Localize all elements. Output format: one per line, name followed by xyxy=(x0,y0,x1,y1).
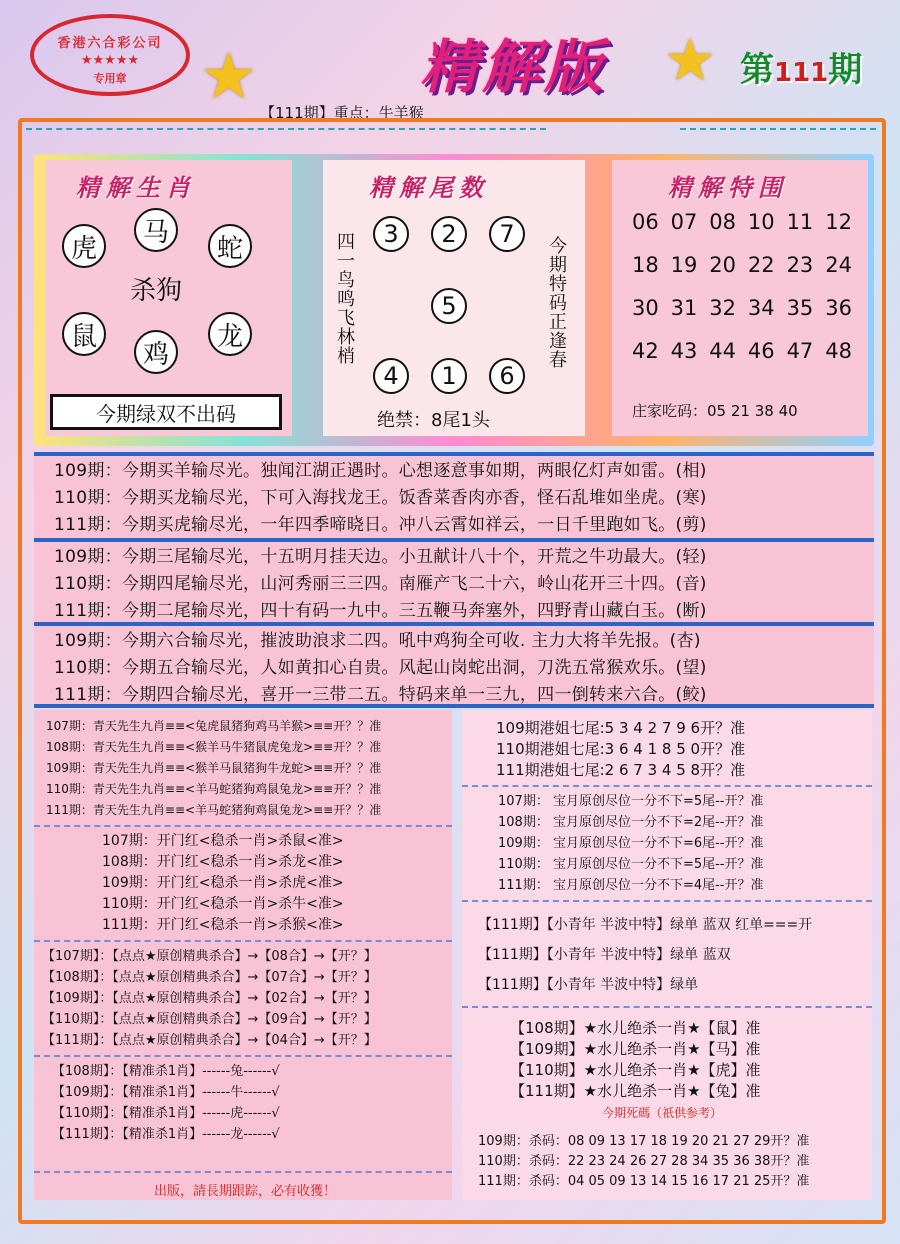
wave-list xyxy=(462,906,872,1000)
seal-sub: 专用章 xyxy=(93,72,127,85)
special-number: 34 xyxy=(747,296,775,320)
special-number: 19 xyxy=(670,253,698,277)
footer-note: 出版，請長期跟踪，必有收獲！ xyxy=(154,1184,337,1199)
poem-line: 109期：今期买羊输尽光。独闻江湖正遇时。心想逐意事如期，两眼亿灯声如雷。(相) xyxy=(54,461,707,481)
special-number: 24 xyxy=(825,253,852,277)
kill-he-list xyxy=(34,946,452,1051)
nine-zodiac-line: 111期：青天先生九肖≡≡<羊马蛇猪狗鸡鼠兔龙>≡≡开？？准 xyxy=(46,803,382,817)
zodiac-animal: 虎 xyxy=(62,224,106,268)
special-number: 32 xyxy=(709,296,737,320)
company-seal xyxy=(30,14,190,96)
special-number: 47 xyxy=(786,339,814,363)
poem-line: 111期：今期四合输尽光，喜开一三带二五。特码来单一三九，四一倒转来六合。(鲛) xyxy=(54,685,707,705)
divider xyxy=(34,825,452,827)
precise-kill-line: 【108期】：【精准杀1肖】------兔------√ xyxy=(52,1064,280,1079)
kill-one-line: 110期：开门红<稳杀一肖>杀牛<准> xyxy=(102,896,344,912)
special-number: 48 xyxy=(825,339,852,363)
wave-line: 【111期】【小青年 半波中特】绿单 蓝双 xyxy=(478,947,731,963)
divider xyxy=(34,1055,452,1057)
seven-tail-line: 109期港姐七尾:5 3 4 2 7 9 6开？准 xyxy=(496,719,746,737)
seal-stars: ★★★★★ xyxy=(80,53,140,68)
poem-block-zodiac xyxy=(34,452,874,542)
moon-tail-line: 108期： 宝月原创尽位一分不下=2尾--开？准 xyxy=(498,815,764,830)
poem-block-tail xyxy=(34,538,874,628)
kill-he-line: 【107期】：【点点★原创精典杀合】→【08合】→【开？】 xyxy=(42,949,377,964)
kill-one-line: 108期：开门红<稳杀一肖>杀龙<准> xyxy=(102,854,344,870)
kill-one-line: 107期：开门红<稳杀一肖>杀鼠<准> xyxy=(102,833,344,849)
poem-line: 111期：今期买虎输尽光，一年四季啼晓日。冲八云霄如祥云，一日千里跑如飞。(剪) xyxy=(54,515,707,535)
kill-code-list xyxy=(478,1132,809,1192)
star-icon: ★ xyxy=(664,26,716,94)
zodiac-box xyxy=(46,160,292,436)
forbidden-note: 绝禁：8尾1头 xyxy=(377,410,490,431)
issue-prefix: 第 xyxy=(740,50,774,90)
divider xyxy=(462,1006,872,1008)
moon-tail-list xyxy=(462,791,872,896)
green-note: 今期绿双不出码 xyxy=(50,394,282,430)
issue-number: 111 xyxy=(774,58,829,88)
poem-block-he xyxy=(34,622,874,708)
left-verse: 四一鸟鸣飞林梢 xyxy=(334,232,355,365)
poem-line: 109期：今期六合输尽光，摧波助浪求二四。吼中鸡狗全可收. 主力大将羊先报。(杏) xyxy=(54,631,701,651)
poem-line: 110期：今期四尾输尽光，山河秀丽三三四。南雁产飞二十六，岭山花开三十四。(音) xyxy=(54,574,707,594)
kill-code-line: 109期：杀码：08 09 13 17 18 19 20 21 27 29开？准 xyxy=(478,1134,810,1149)
divider xyxy=(462,900,872,902)
left-column xyxy=(34,710,452,1200)
number-row xyxy=(632,210,852,253)
number-row xyxy=(632,253,852,296)
divider xyxy=(680,128,876,130)
nine-zodiac-line: 109期：青天先生九肖≡≡<猴羊马鼠猪狗牛龙蛇>≡≡开？？准 xyxy=(46,761,382,775)
page-title: 精解版 xyxy=(420,33,607,101)
kill-code-line: 110期：杀码：22 23 24 26 27 28 34 35 36 38开？准 xyxy=(478,1154,810,1169)
poem-line: 111期：今期二尾输尽光，四十有码一九中。三五鞭马奔塞外，四野青山藏白玉。(断) xyxy=(54,601,707,621)
kill-one-line: 111期：开门红<稳杀一肖>杀猴<准> xyxy=(102,917,344,933)
special-number: 44 xyxy=(709,339,737,363)
moon-tail-line: 111期： 宝月原创尽位一分不下=4尾--开？准 xyxy=(498,878,764,893)
water-kill-line: 【110期】★水儿绝杀一肖★【虎】准 xyxy=(510,1061,761,1079)
water-kill-list xyxy=(462,1012,872,1102)
water-kill-line: 【109期】★水儿绝杀一肖★【马】准 xyxy=(510,1040,761,1058)
tail-title: 精解尾数 xyxy=(369,174,489,202)
number-row xyxy=(632,296,852,339)
water-kill-line: 【108期】★水儿绝杀一肖★【鼠】准 xyxy=(510,1019,761,1037)
special-number: 36 xyxy=(825,296,852,320)
water-kill-line: 【111期】★水儿绝杀一肖★【兔】准 xyxy=(510,1082,761,1100)
wave-line: 【111期】【小青年 半波中特】绿单 xyxy=(478,977,699,993)
moon-tail-line: 110期： 宝月原创尽位一分不下=5尾--开？准 xyxy=(498,857,764,872)
special-number: 46 xyxy=(747,339,775,363)
divider xyxy=(462,785,872,787)
special-number: 43 xyxy=(670,339,698,363)
tail-box xyxy=(323,160,585,436)
seven-tail-list xyxy=(462,710,872,781)
issue-suffix: 期 xyxy=(828,50,863,90)
moon-tail-line: 109期： 宝月原创尽位一分不下=6尾--开？准 xyxy=(498,836,764,851)
banker-codes: 庄家吃码：05 21 38 40 xyxy=(632,402,798,420)
moon-tail-line: 107期： 宝月原创尽位一分不下=5尾--开？准 xyxy=(498,794,764,809)
poem-line: 110期：今期五合输尽光，人如黄扣心自贵。风起山岗蛇出洞，刀洗五常猴欢乐。(望) xyxy=(54,658,707,678)
issue-badge xyxy=(740,42,862,91)
divider xyxy=(26,128,546,130)
seven-tail-line: 111期港姐七尾:2 6 7 3 4 5 8开？准 xyxy=(496,761,746,779)
poem-line: 110期：今期买龙输尽光，下可入海找龙王。饭香菜香肉亦香，怪石乱堆如坐虎。(寒) xyxy=(54,488,707,508)
special-title: 精解特围 xyxy=(668,174,788,202)
seven-tail-line: 110期港姐七尾:3 6 4 1 8 5 0开？准 xyxy=(496,740,746,758)
focus-line: 【111期】重点：牛羊猴 xyxy=(260,104,424,122)
nine-zodiac-line: 107期：青天先生九肖≡≡<兔虎鼠猪狗鸡马羊猴>≡≡开？？准 xyxy=(46,719,382,733)
tail-number: 6 xyxy=(489,358,525,394)
wave-line: 【111期】【小青年 半波中特】绿单 蓝双 红单===开 xyxy=(478,917,813,933)
precise-kill-line: 【110期】：【精准杀1肖】------虎------√ xyxy=(52,1106,280,1121)
special-number: 18 xyxy=(632,253,659,277)
precise-kill-line: 【109期】：【精准杀1肖】------牛------√ xyxy=(52,1085,280,1100)
kill-one-list xyxy=(34,831,452,936)
zodiac-animal: 蛇 xyxy=(208,224,252,268)
poem-line: 109期：今期三尾输尽光，十五明月挂天边。小丑献计八十个，开荒之牛功最大。(轻) xyxy=(54,547,707,567)
tail-number: 4 xyxy=(373,358,409,394)
right-verse: 今期特码正逢春 xyxy=(546,236,567,369)
special-box xyxy=(612,160,868,436)
special-number: 23 xyxy=(786,253,814,277)
zodiac-animal: 龙 xyxy=(208,312,252,356)
special-number: 30 xyxy=(632,296,659,320)
right-column xyxy=(462,710,872,1200)
zodiac-animal: 马 xyxy=(134,208,178,252)
special-number: 07 xyxy=(670,210,698,234)
kill-he-line: 【110期】：【点点★原创精典杀合】→【09合】→【开？】 xyxy=(42,1012,377,1027)
kill-one-line: 109期：开门红<稳杀一肖>杀虎<准> xyxy=(102,875,344,891)
special-number: 08 xyxy=(709,210,737,234)
special-number: 06 xyxy=(632,210,659,234)
nine-zodiac-list xyxy=(34,710,452,821)
nine-zodiac-line: 110期：青天先生九肖≡≡<羊马蛇猪狗鸡鼠兔龙>≡≡开？？准 xyxy=(46,782,382,796)
number-row xyxy=(632,339,852,382)
divider xyxy=(34,1171,452,1173)
precise-kill-list xyxy=(34,1061,452,1145)
kill-he-line: 【108期】：【点点★原创精典杀合】→【07合】→【开？】 xyxy=(42,970,377,985)
seal-name: 香港六合彩公司 xyxy=(57,36,163,51)
special-number: 12 xyxy=(825,210,852,234)
zodiac-animal: 鼠 xyxy=(62,312,106,356)
special-number: 20 xyxy=(709,253,737,277)
star-icon: ★ xyxy=(200,40,258,114)
kill-zodiac: 杀狗 xyxy=(130,276,183,306)
tail-number: 3 xyxy=(373,216,409,252)
kill-he-line: 【111期】：【点点★原创精典杀合】→【04合】→【开？】 xyxy=(42,1033,377,1048)
dead-code-title: 今期死碼（祇供参考） xyxy=(602,1106,723,1120)
kill-he-line: 【109期】：【点点★原创精典杀合】→【02合】→【开？】 xyxy=(42,991,377,1006)
kill-code-line: 111期：杀码：04 05 09 13 14 15 16 17 21 25开？准 xyxy=(478,1174,810,1189)
special-number: 31 xyxy=(670,296,698,320)
tail-number: 7 xyxy=(489,216,525,252)
zodiac-title: 精解生肖 xyxy=(76,174,196,202)
tail-number: 1 xyxy=(431,358,467,394)
special-number: 11 xyxy=(786,210,814,234)
special-number: 35 xyxy=(786,296,814,320)
special-number: 22 xyxy=(747,253,775,277)
tail-number: 2 xyxy=(431,216,467,252)
special-number-grid xyxy=(632,210,852,382)
precise-kill-line: 【111期】：【精准杀1肖】------龙------√ xyxy=(52,1127,280,1142)
zodiac-animal: 鸡 xyxy=(134,330,178,374)
tail-number: 5 xyxy=(431,288,467,324)
divider xyxy=(34,940,452,942)
special-number: 42 xyxy=(632,339,659,363)
special-number: 10 xyxy=(747,210,775,234)
nine-zodiac-line: 108期：青天先生九肖≡≡<猴羊马牛猪鼠虎兔龙>≡≡开？？准 xyxy=(46,740,382,754)
